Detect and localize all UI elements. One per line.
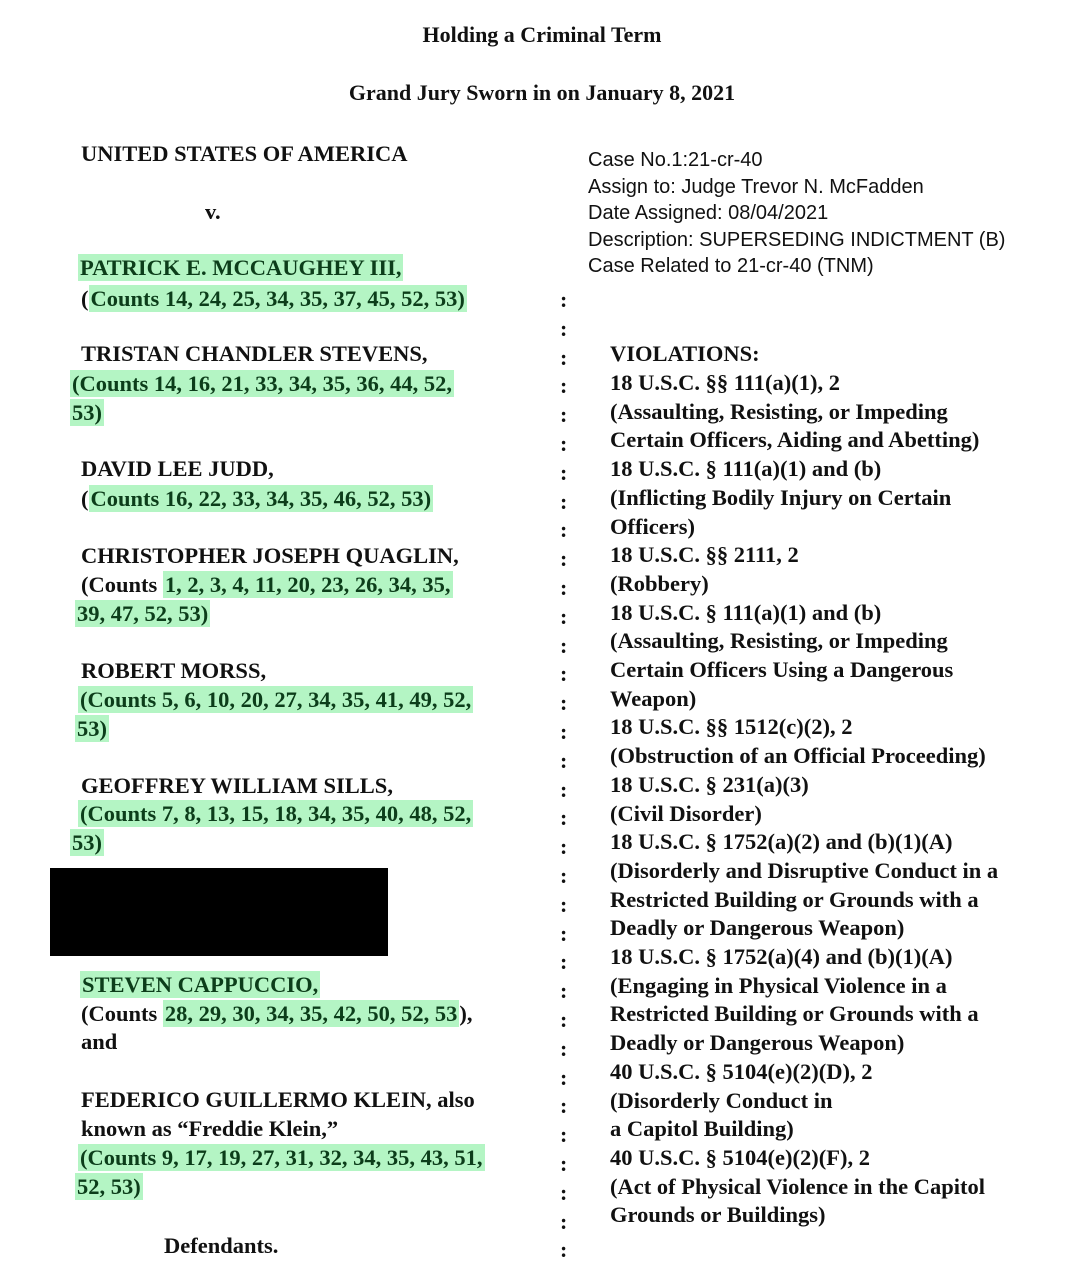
defendant-counts: (Counts 14, 16, 21, 33, 34, 35, 36, 44, 52, [72,371,453,396]
separator-colon: : [560,805,568,831]
separator-colon: : [560,661,568,687]
separator-colon: : [560,459,568,485]
defendant-counts: Counts 16, 22, 33, 34, 35, 46, 52, 53) [90,486,432,511]
violation-line: 18 U.S.C. § 1752(a)(2) and (b)(1)(A) [610,829,953,855]
separator-colon: : [560,603,568,629]
date-assigned: Date Assigned: 08/04/2021 [588,202,829,224]
separator-colon: : [560,431,568,456]
violation-line: (Assaulting, Resisting, or Impeding [610,398,948,424]
violation-line: Restricted Building or Grounds with a [610,886,979,912]
defendant-counts: (Counts 5, 6, 10, 20, 27, 34, 35, 41, 49, 52, [80,687,472,712]
violation-line: (Engaging in Physical Violence in a [610,972,947,998]
violation-line: 18 U.S.C. §§ 111(a)(1), 2 [610,370,840,395]
separator-colon: : [560,949,568,975]
defendant-counts: Counts 14, 24, 25, 34, 35, 37, 45, 52, 53) [90,286,465,311]
defendant-name: TRISTAN CHANDLER STEVENS, [81,341,428,366]
defendant-name: FEDERICO GUILLERMO KLEIN, also [81,1087,475,1112]
violation-line: (Robbery) [610,570,709,596]
defendant-name: GEOFFREY WILLIAM SILLS, [81,773,393,798]
separator-colon: : [560,402,568,428]
violation-line: 18 U.S.C. § 111(a)(1) and (b) [610,599,882,625]
violation-line: Certain Officers, Aiding and Abetting) [610,427,980,453]
violation-line: (Inflicting Bodily Injury on Certain [610,484,952,510]
defendant-counts: 1, 2, 3, 4, 11, 20, 23, 26, 34, 35, [164,572,451,597]
separator-colon: : [560,891,568,917]
separator-colon: : [560,978,568,1004]
violation-line: Restricted Building or Grounds with a [610,1001,979,1027]
separator-colon: : [560,776,568,802]
defendant-counts: 28, 29, 30, 34, 35, 42, 50, 52, 53 [164,1001,458,1026]
defendant-counts-cont: 53) [72,400,102,425]
defendant-counts: (Counts 9, 17, 19, 27, 31, 32, 34, 35, 43, 51, [80,1145,483,1170]
defendant-name: ROBERT MORSS, [81,658,267,683]
violation-line: 18 U.S.C. § 231(a)(3) [610,771,809,797]
separator-colon: : [560,863,568,888]
violation-line: (Civil Disorder) [610,800,762,826]
separator-colon: : [560,517,568,543]
separator-colon: : [560,632,568,658]
defendant-name: STEVEN CAPPUCCIO, [82,972,319,997]
separator-colon: : [560,1093,568,1119]
violations-heading: VIOLATIONS: [610,341,760,366]
violation-line: Officers) [610,513,695,539]
separator-colon: : [560,287,568,312]
defendant-counts-cont: 53) [72,830,102,855]
separator-colon: : [560,747,568,773]
and-conjunction: and [81,1029,118,1054]
separator-colon: : [560,373,568,399]
case-number: Case No.1:21-cr-40 [588,149,763,171]
case-stamp [588,147,1005,280]
separator-colon: : [560,344,568,370]
separator-colon: : [560,488,568,514]
defendant-counts-cont: 53) [77,716,107,741]
separator-colon: : [560,1179,568,1205]
violation-line: Deadly or Dangerous Weapon) [610,1030,905,1056]
versus-label: v. [205,199,221,224]
separator-colon: : [560,690,568,716]
separator-colon: : [560,1237,568,1263]
defendant-name: PATRICK E. MCCAUGHEY III, [80,255,402,280]
separator-colon: : [560,719,568,744]
separator-colon: : [560,1035,568,1061]
document-title: Holding a Criminal Term [422,22,662,47]
violation-line: 18 U.S.C. §§ 2111, 2 [610,542,799,568]
separator-colon: : [560,546,568,572]
plaintiff-name: UNITED STATES OF AMERICA [81,141,408,166]
separator-colon: : [560,1064,568,1090]
defendant-name: DAVID LEE JUDD, [81,456,274,481]
separator-colon: : [560,315,568,341]
separator-colon: : [560,1122,568,1148]
assigned-judge: Assign to: Judge Trevor N. McFadden [588,175,924,198]
violation-line: 40 U.S.C. § 5104(e)(2)(D), 2 [610,1058,873,1084]
defendant-alias: known as “Freddie Klein,” [81,1116,339,1141]
violation-line: (Obstruction of an Official Proceeding) [610,743,986,769]
violation-line: (Act of Physical Violence in the Capitol [610,1173,985,1199]
violation-line: Weapon) [610,685,697,711]
case-description: Description: SUPERSEDING INDICTMENT (B) [588,228,1006,251]
separator-colon: : [560,575,568,600]
separator-colon: : [560,1007,568,1032]
separator-colon: : [560,1151,568,1176]
separator-colon: : [560,1208,568,1234]
violation-line: (Assaulting, Resisting, or Impeding [610,628,948,654]
defendant-counts-cont: 39, 47, 52, 53) [77,601,209,626]
violation-line: 18 U.S.C. § 1752(a)(4) and (b)(1)(A) [610,944,953,969]
defendant-counts-cont: 52, 53) [77,1174,141,1199]
violation-line: 18 U.S.C. § 111(a)(1) and (b) [610,456,882,482]
violation-line: (Disorderly and Disruptive Conduct in a [610,857,999,883]
related-case: Case Related to 21-cr-40 (TNM) [588,255,874,277]
violation-line: Grounds or Buildings) [610,1202,826,1228]
separator-colon: : [560,834,568,860]
violation-line: a Capitol Building) [610,1116,794,1142]
violation-line: Deadly or Dangerous Weapon) [610,915,905,941]
violation-line: 18 U.S.C. §§ 1512(c)(2), 2 [610,714,853,740]
violation-line: Certain Officers Using a Dangerous [610,657,954,682]
grand-jury-date: Grand Jury Sworn in on January 8, 2021 [348,80,736,105]
defendant-counts: (Counts 7, 8, 13, 15, 18, 34, 35, 40, 48, 52, [80,801,472,826]
violation-line: (Disorderly Conduct in [610,1087,833,1113]
defendants-label: Defendants. [164,1233,279,1258]
violation-line: 40 U.S.C. § 5104(e)(2)(F), 2 [610,1144,870,1170]
defendant-name: CHRISTOPHER JOSEPH QUAGLIN, [81,543,459,568]
redacted-defendant-block [50,868,388,956]
separator-colon: : [560,920,568,946]
